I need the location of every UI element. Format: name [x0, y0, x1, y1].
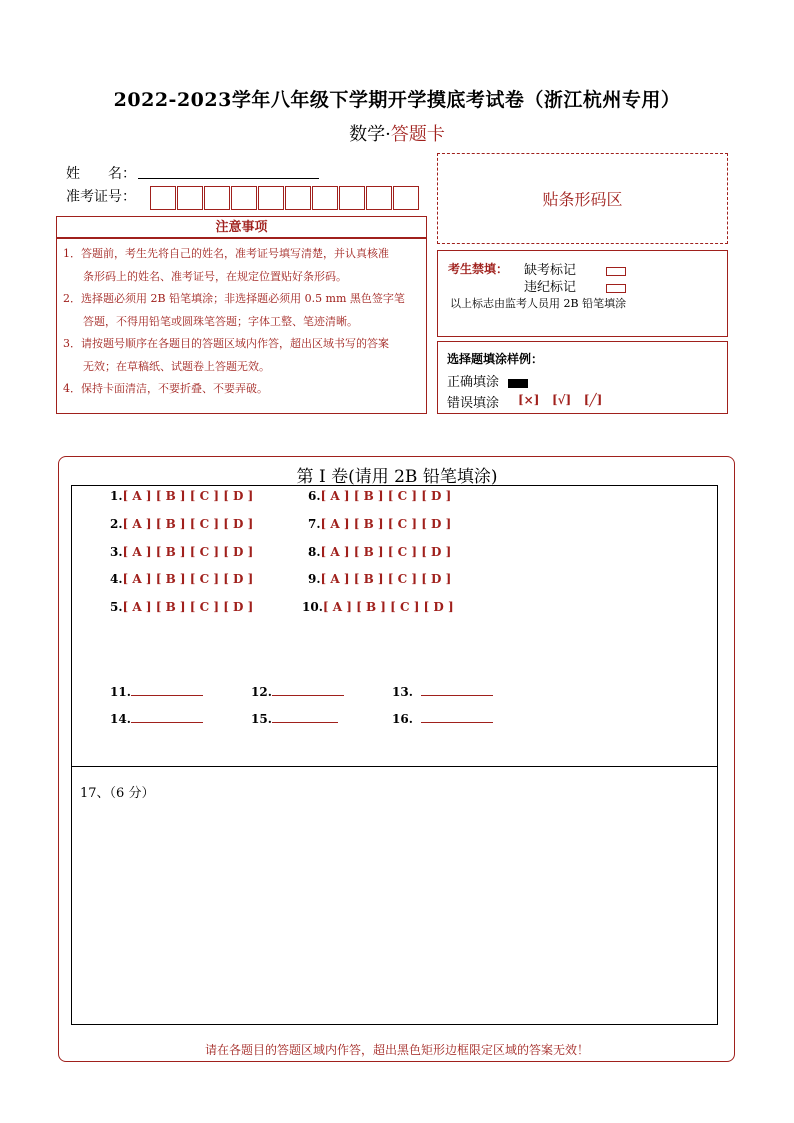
notice-line: 2．选择题必须用 2B 铅笔填涂；非选择题必须用 0.5 mm 黑色签字笔	[63, 292, 405, 305]
id-cell[interactable]	[285, 186, 311, 210]
question-options[interactable]: [ A ] [ B ] [ C ] [ D ]	[122, 572, 254, 586]
ban-label: 考生禁填：	[448, 262, 509, 276]
blank-question-14[interactable]	[110, 710, 203, 726]
answer-blank[interactable]	[131, 710, 203, 723]
fill-sample-box	[437, 341, 728, 414]
q17-label: 17、（6 分）	[80, 786, 155, 801]
question-options[interactable]: [ A ] [ B ] [ C ] [ D ]	[320, 489, 452, 503]
mc-question-5[interactable]	[110, 600, 253, 614]
id-cell[interactable]	[366, 186, 392, 210]
subject-label: 数学·	[349, 124, 391, 145]
wrong-fill-label: 错误填涂	[447, 396, 500, 411]
notice-body	[56, 238, 427, 414]
barcode-area	[437, 153, 728, 244]
question-number: 15.	[251, 712, 272, 726]
notice-line: 3．请按题号顺序在各题目的答题区域内作答，超出区域书写的答案	[63, 337, 389, 350]
id-cell[interactable]	[150, 186, 176, 210]
question-number: 2.	[110, 517, 123, 531]
mc-question-8[interactable]	[308, 545, 451, 559]
violation-mark-label: 违纪标记	[524, 280, 577, 295]
blank-question-13[interactable]	[392, 683, 493, 699]
question-number: 3.	[110, 545, 123, 559]
notice-line: 答题，不得用铅笔或圆珠笔答题；字体工整、笔迹清晰。	[83, 314, 358, 328]
wrong-fill-marks: [×] [√] [╱]	[518, 393, 603, 407]
answer-blank[interactable]	[272, 683, 344, 696]
question-options[interactable]: [ A ] [ B ] [ C ] [ D ]	[122, 517, 254, 531]
footer-warning: 请在各题目的答题区域内作答，超出黑色矩形边框限定区域的答案无效！	[204, 1043, 589, 1057]
exam-id-cells[interactable]	[150, 186, 420, 210]
blank-question-16[interactable]	[392, 710, 493, 726]
answer-blank[interactable]	[131, 683, 203, 696]
answer-blank[interactable]	[272, 710, 338, 723]
id-cell[interactable]	[204, 186, 230, 210]
id-cell[interactable]	[177, 186, 203, 210]
question-options[interactable]: [ A ] [ B ] [ C ] [ D ]	[320, 545, 452, 559]
blank-question-12[interactable]	[251, 683, 344, 699]
correct-fill-label: 正确填涂	[447, 375, 500, 390]
page-subtitle	[0, 120, 794, 146]
notice-line: 无效；在草稿纸、试题卷上答题无效。	[83, 359, 270, 373]
question-number: 1.	[110, 489, 123, 503]
notice-heading: 注意事项	[56, 216, 427, 238]
blank-question-11[interactable]	[110, 683, 203, 699]
mc-question-3[interactable]	[110, 545, 253, 559]
ban-note: 以上标志由监考人员用 2B 铅笔填涂	[450, 297, 627, 310]
id-cell[interactable]	[393, 186, 419, 210]
question-number: 16.	[392, 712, 413, 726]
mc-question-1[interactable]	[110, 489, 253, 503]
id-cell[interactable]	[231, 186, 257, 210]
question-number: 11.	[110, 685, 131, 699]
name-field[interactable]	[138, 178, 319, 179]
mc-question-7[interactable]	[308, 517, 451, 531]
question-options[interactable]: [ A ] [ B ] [ C ] [ D ]	[122, 545, 254, 559]
name-label: 姓 名：	[66, 166, 136, 182]
barcode-label: 贴条形码区	[542, 190, 623, 209]
question-number: 6.	[308, 489, 321, 503]
question-options[interactable]: [ A ] [ B ] [ C ] [ D ]	[122, 600, 254, 614]
absent-mark-label: 缺考标记	[524, 263, 577, 278]
question-number: 9.	[308, 572, 321, 586]
correct-fill-mark	[508, 373, 528, 392]
question-number: 10.	[302, 600, 323, 614]
question-number: 13.	[392, 685, 413, 699]
mc-question-6[interactable]	[308, 489, 451, 503]
id-cell[interactable]	[312, 186, 338, 210]
answer-blank[interactable]	[421, 683, 493, 696]
section1-title: 第 I 卷(请用 2B 铅笔填涂)	[296, 467, 498, 487]
mc-question-10[interactable]	[302, 600, 454, 614]
mc-question-4[interactable]	[110, 572, 253, 586]
question-number: 5.	[110, 600, 123, 614]
question-number: 4.	[110, 572, 123, 586]
answer-card-label: 答题卡	[390, 124, 445, 145]
sample-heading: 选择题填涂样例：	[447, 352, 544, 366]
mc-question-2[interactable]	[110, 517, 253, 531]
question-number: 12.	[251, 685, 272, 699]
id-cell[interactable]	[339, 186, 365, 210]
notice-line: 1．答题前，考生先将自己的姓名，准考证号填写清楚，并认真核准	[63, 247, 389, 260]
question-number: 14.	[110, 712, 131, 726]
ban-box	[437, 250, 728, 337]
page-title: 2022-2023学年八年级下学期开学摸底考试卷（浙江杭州专用）	[113, 89, 681, 111]
blank-question-15[interactable]	[251, 710, 338, 726]
question-number: 7.	[308, 517, 321, 531]
id-cell[interactable]	[258, 186, 284, 210]
q17-box[interactable]	[71, 766, 718, 1025]
question-number: 8.	[308, 545, 321, 559]
question-options[interactable]: [ A ] [ B ] [ C ] [ D ]	[320, 517, 452, 531]
question-options[interactable]: [ A ] [ B ] [ C ] [ D ]	[320, 572, 452, 586]
answer-blank[interactable]	[421, 710, 493, 723]
mc-question-9[interactable]	[308, 572, 451, 586]
question-options[interactable]: [ A ] [ B ] [ C ] [ D ]	[122, 489, 254, 503]
notice-line: 4．保持卡面清洁，不要折叠、不要弄破。	[63, 382, 268, 395]
exam-id-label: 准考证号：	[66, 189, 136, 205]
question-options[interactable]: [ A ] [ B ] [ C ] [ D ]	[322, 600, 454, 614]
notice-line: 条形码上的姓名、准考证号，在规定位置贴好条形码。	[83, 269, 347, 283]
